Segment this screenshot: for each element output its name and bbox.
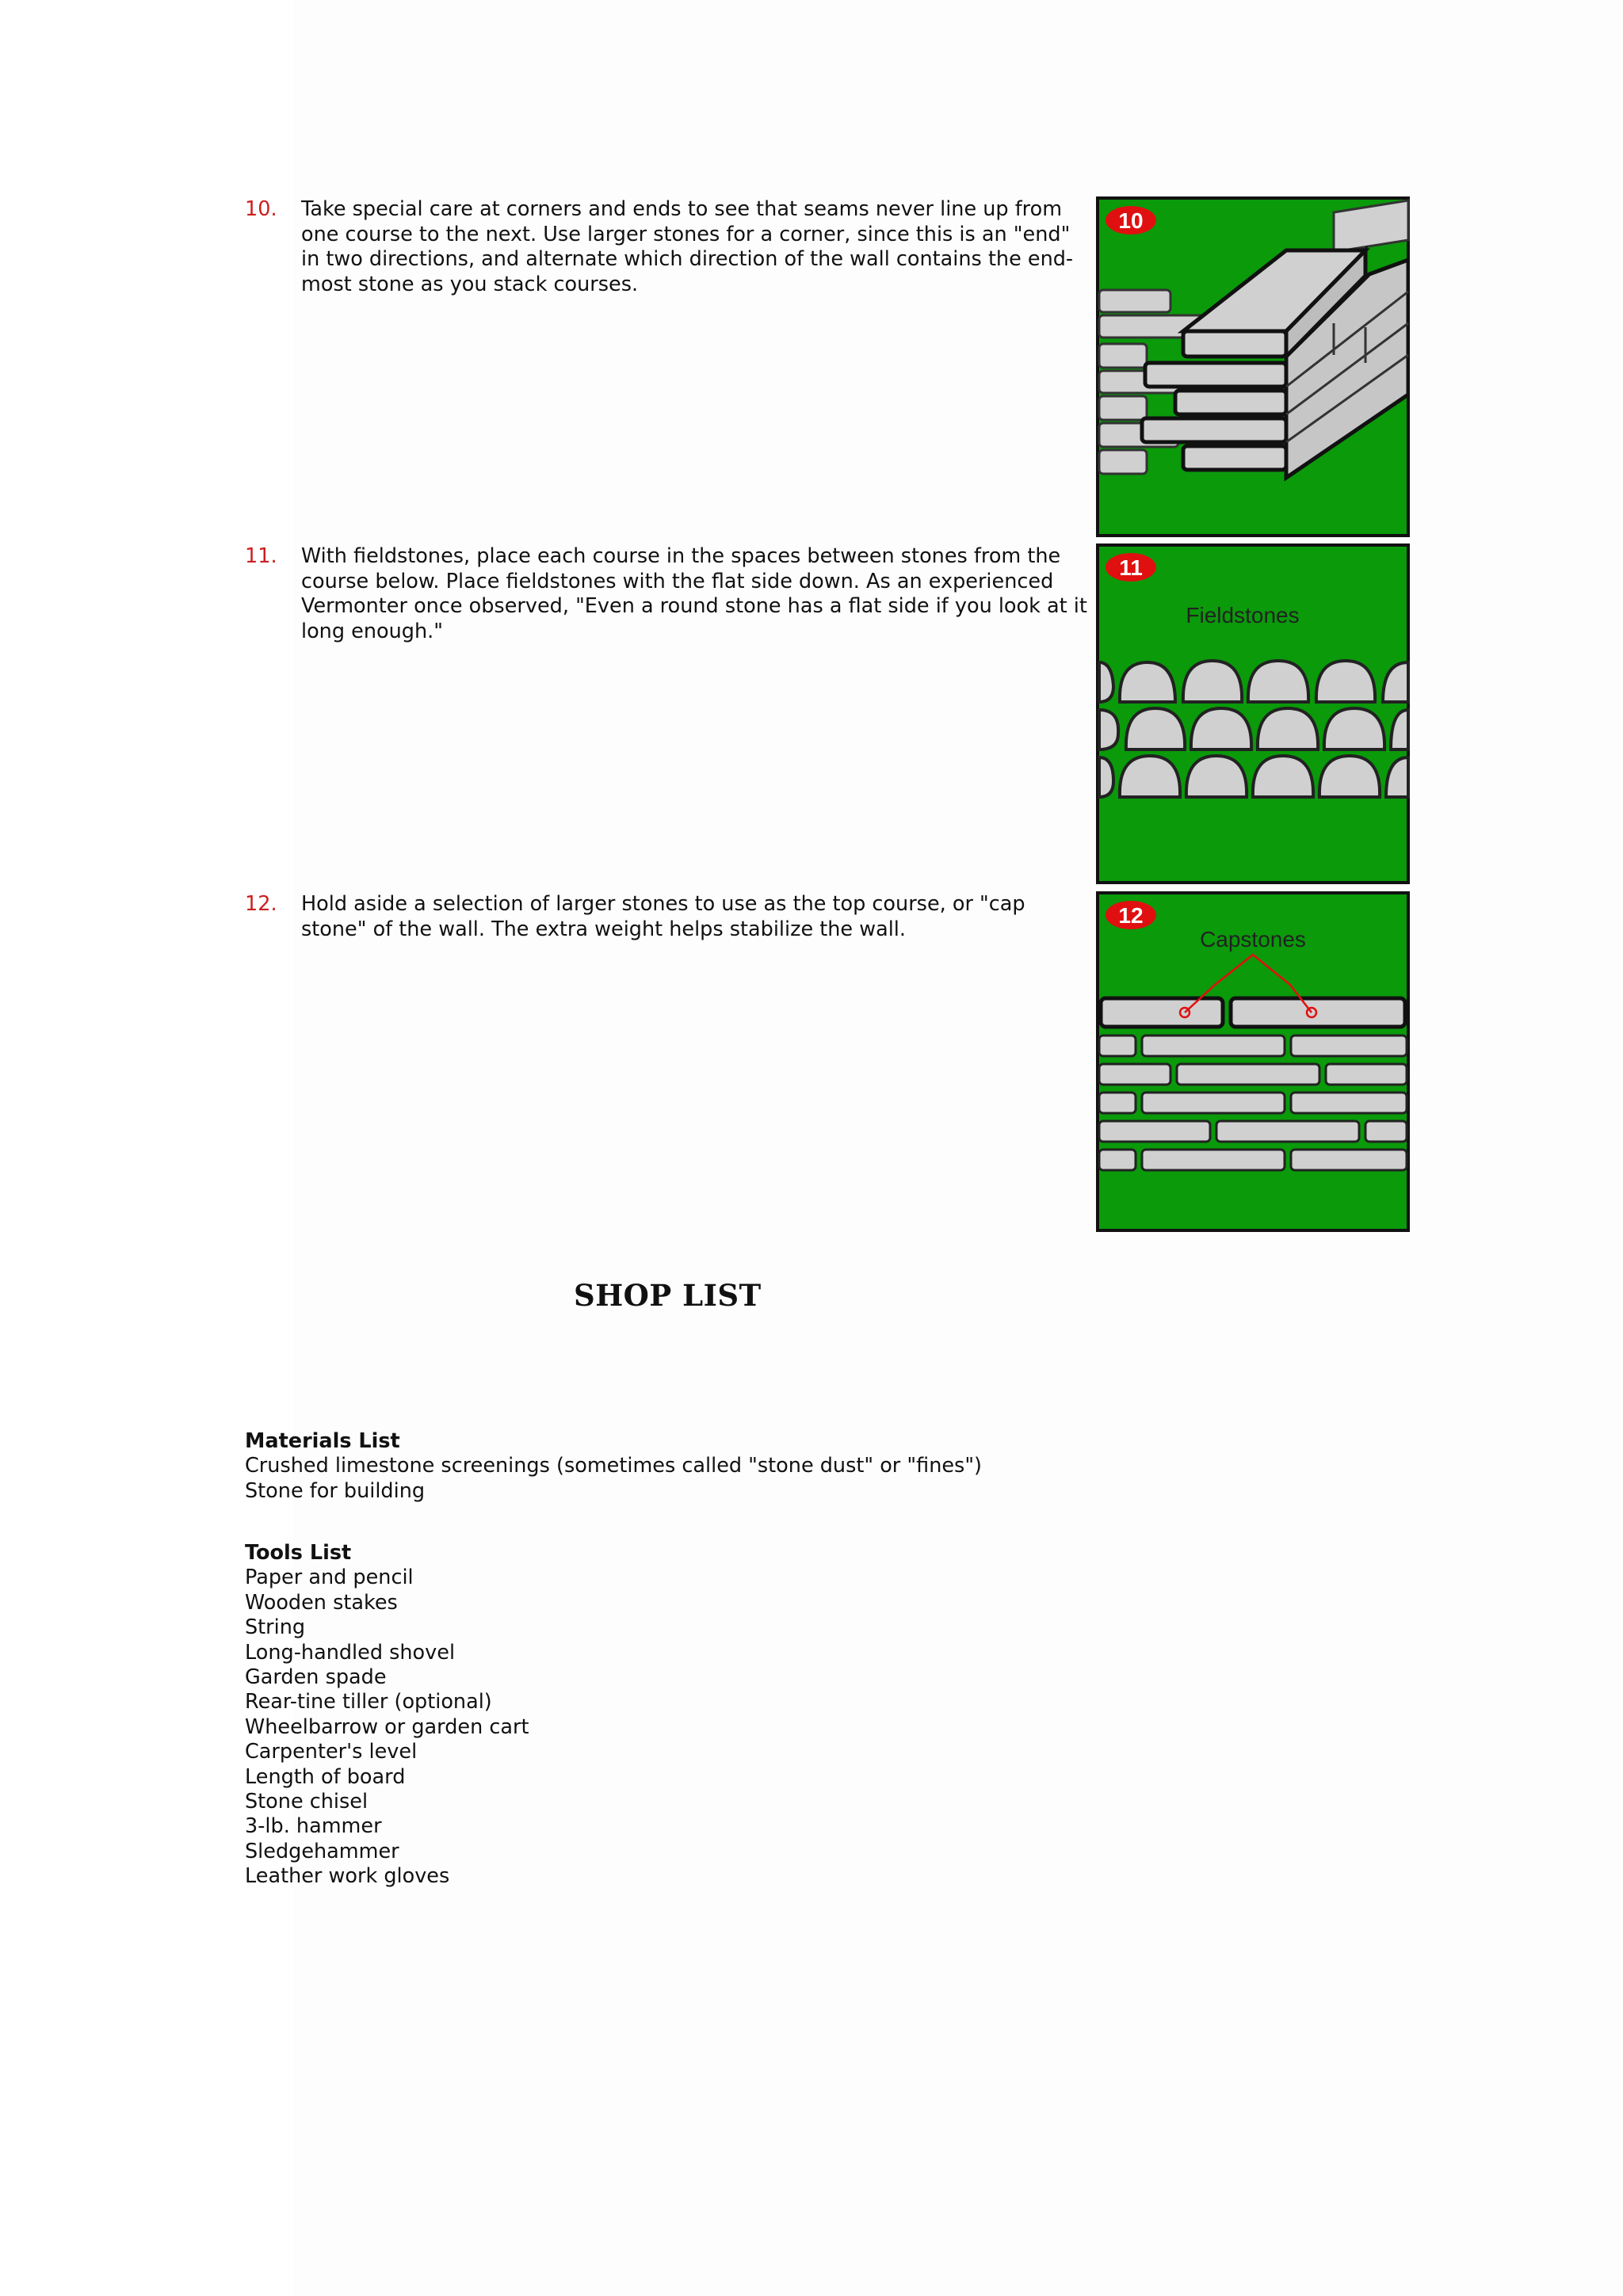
materials-list (245, 1429, 982, 1504)
shop-list-title: SHOP LIST (574, 1278, 762, 1313)
tools-list (245, 1541, 529, 1890)
list-item: Stone for building (245, 1478, 426, 1503)
list-item: Paper and pencil (245, 1566, 414, 1590)
list-item: Leather work gloves (245, 1864, 450, 1889)
step-text: Take special care at corners and ends to see that seams never line up from one course to the next. Use larger stones for a corner, since this is an "end" in two directions, and alternate which direction of the wall contains the end-most stone as you stack courses. (301, 197, 1074, 296)
step-text: With fieldstones, place each course in the spaces between stones from the course below. Place fieldstones with the flat side down. As an experienced Vermonter once observed, "Even a round stone has a flat side if you look at it long enough." (301, 544, 1087, 643)
figure-corner-stones (1096, 196, 1410, 537)
capstones-illustration (1096, 891, 1410, 1232)
step-number: 11. (245, 544, 277, 568)
corner-stones-illustration (1096, 196, 1410, 537)
figure-label: Capstones (1200, 927, 1306, 952)
list-item: Length of board (245, 1764, 406, 1789)
list-item: Garden spade (245, 1665, 387, 1690)
figure-label: Fieldstones (1186, 603, 1300, 627)
figure-badge: 12 (1118, 903, 1144, 928)
list-item: Rear-tine tiller (optional) (245, 1690, 492, 1714)
list-item: Stone chisel (245, 1790, 369, 1814)
figure-badge: 11 (1119, 555, 1143, 580)
step-text: Hold aside a selection of larger stones to use as the top course, or "cap stone" of the wall. The extra weight helps stabilize the wall. (301, 892, 1025, 941)
list-item: Sledgehammer (245, 1839, 399, 1863)
list-item: Carpenter's level (245, 1740, 418, 1764)
list-item: Wheelbarrow or garden cart (245, 1714, 529, 1739)
list-item: 3-lb. hammer (245, 1814, 382, 1839)
list-item: String (245, 1615, 306, 1640)
page-background (293, 0, 1623, 2296)
step-number: 12. (245, 892, 277, 916)
tools-heading: Tools List (245, 1541, 352, 1565)
figure-badge: 10 (1118, 208, 1144, 233)
figure-fieldstones (1096, 543, 1410, 884)
list-item: Crushed limestone screenings (sometimes called "stone dust" or "fines") (245, 1454, 983, 1478)
figure-capstones (1096, 891, 1410, 1232)
list-item: Wooden stakes (245, 1590, 398, 1615)
step-number: 10. (245, 197, 277, 221)
materials-heading: Materials List (245, 1429, 400, 1453)
fieldstones-illustration (1096, 543, 1410, 884)
list-item: Long-handled shovel (245, 1640, 456, 1665)
